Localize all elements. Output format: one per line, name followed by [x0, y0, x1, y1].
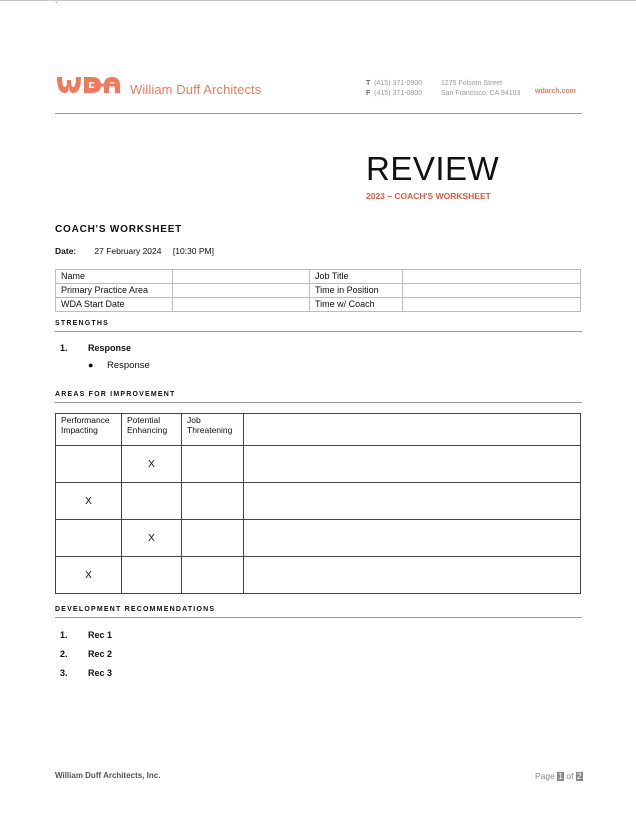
phone-number: (415) 371-0900: [374, 80, 423, 87]
page-total: 2: [576, 771, 582, 781]
table-cell[interactable]: [244, 483, 581, 520]
phone-label: T: [366, 80, 371, 87]
top-border: [0, 0, 636, 1]
list-text: Rec 2: [88, 649, 113, 659]
page-label: Page: [535, 771, 555, 781]
list-number: 1.: [60, 343, 68, 353]
corner-mark: `: [55, 1, 58, 10]
table-row: [56, 557, 581, 594]
date-row: [55, 246, 223, 256]
page-title: REVIEW: [366, 150, 500, 187]
page-subtitle: 2023 – COACH'S WORKSHEET: [366, 191, 491, 201]
table-row: [56, 284, 581, 298]
info-value[interactable]: [403, 284, 581, 298]
table-cell[interactable]: X: [56, 557, 122, 594]
address-line2: San Francisco, CA 94103: [441, 89, 521, 97]
strengths-divider: [55, 331, 582, 332]
table-row: [56, 298, 581, 312]
info-value[interactable]: [173, 270, 310, 284]
date-value: 27 February 2024: [94, 246, 162, 256]
list-item: [60, 649, 112, 659]
time-value: [10:30 PM]: [172, 246, 214, 256]
bullet-item: [88, 360, 150, 371]
table-cell[interactable]: X: [122, 446, 182, 483]
strengths-heading: STRENGTHS: [55, 320, 109, 327]
table-cell[interactable]: [244, 446, 581, 483]
table-cell[interactable]: [56, 446, 122, 483]
wda-logo: [55, 74, 123, 96]
list-item: [60, 668, 112, 678]
list-text: Rec 1: [88, 630, 113, 640]
address-line1: 1275 Folsom Street: [441, 80, 503, 87]
info-value[interactable]: [403, 298, 581, 312]
table-row: [56, 520, 581, 557]
table-cell[interactable]: X: [56, 483, 122, 520]
info-value[interactable]: [173, 284, 310, 298]
table-row: [56, 483, 581, 520]
table-cell[interactable]: [182, 446, 244, 483]
info-label: Name: [56, 270, 173, 284]
info-value[interactable]: [403, 270, 581, 284]
table-cell[interactable]: X: [122, 520, 182, 557]
page-current: 1: [558, 771, 563, 781]
areas-divider: [55, 402, 582, 403]
bullet-text: Response: [107, 360, 150, 371]
info-value[interactable]: [173, 298, 310, 312]
column-header: Performance Impacting: [56, 414, 122, 446]
list-number: 3.: [60, 668, 68, 678]
worksheet-heading: COACH'S WORKSHEET: [55, 224, 183, 235]
table-row: [56, 446, 581, 483]
table-row: [56, 270, 581, 284]
table-cell[interactable]: [244, 557, 581, 594]
info-label: WDA Start Date: [56, 298, 173, 312]
list-number: 1.: [60, 630, 68, 640]
bullet-icon: ●: [88, 360, 94, 370]
list-text: Rec 3: [88, 668, 113, 678]
footer-company: William Duff Architects, Inc.: [55, 771, 161, 780]
column-header: Job Threatening: [182, 414, 244, 446]
brand-name: William Duff Architects: [130, 82, 262, 97]
table-header-row: [56, 414, 581, 446]
development-divider: [55, 617, 582, 618]
areas-table: [55, 413, 581, 594]
info-label: Job Title: [310, 270, 403, 284]
list-item: [60, 343, 131, 353]
contact-phones: [366, 79, 422, 98]
page-of: of: [566, 771, 574, 781]
date-label: Date:: [55, 246, 77, 256]
column-header: Potential Enhancing: [122, 414, 182, 446]
employee-info-table: [55, 269, 581, 312]
wda-logo-icon: [55, 74, 123, 96]
header-divider: [55, 113, 582, 114]
list-number: 2.: [60, 649, 68, 659]
list-item: [60, 630, 112, 640]
info-label: Time in Position: [310, 284, 403, 298]
table-cell[interactable]: [56, 520, 122, 557]
info-label: Time w/ Coach: [310, 298, 403, 312]
table-cell[interactable]: [182, 483, 244, 520]
table-cell[interactable]: [244, 520, 581, 557]
areas-heading: AREAS FOR IMPROVEMENT: [55, 391, 176, 398]
contact-address: [441, 79, 520, 98]
fax-label: F: [366, 89, 371, 97]
table-cell[interactable]: [122, 483, 182, 520]
table-cell[interactable]: [182, 520, 244, 557]
info-label: Primary Practice Area: [56, 284, 173, 298]
table-cell[interactable]: [182, 557, 244, 594]
list-text: Response: [88, 343, 132, 353]
table-cell[interactable]: [122, 557, 182, 594]
column-header: [244, 414, 581, 446]
fax-number: (415) 371-0800: [374, 89, 423, 97]
website-link[interactable]: wdarch.com: [535, 88, 576, 95]
development-heading: DEVELOPMENT RECOMMENDATIONS: [55, 606, 216, 613]
page-indicator: [535, 771, 583, 781]
